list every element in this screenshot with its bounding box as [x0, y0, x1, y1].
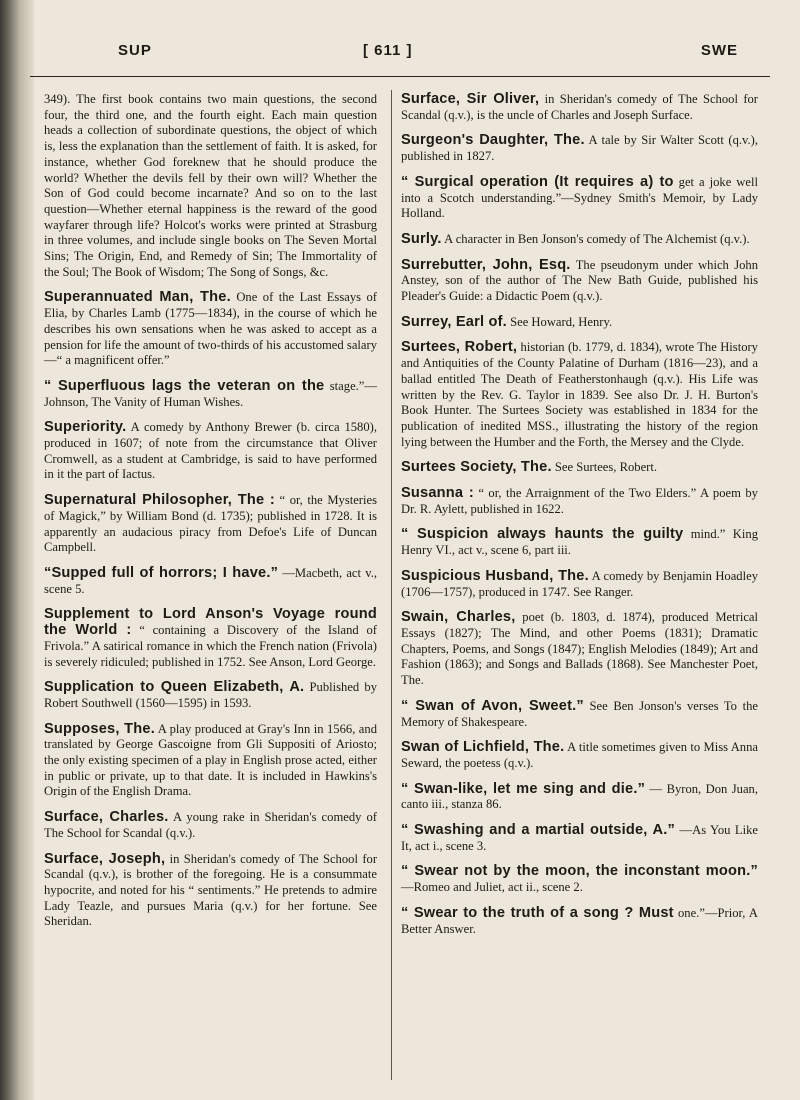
entry-headword: Swan of Lichfield, The.: [401, 739, 565, 756]
entry: [401, 460, 758, 476]
header-left-guideword: SUP: [118, 42, 152, 59]
book-gutter: [0, 0, 34, 1100]
entry: [401, 740, 758, 771]
entry: [44, 607, 377, 670]
entry: [44, 810, 377, 841]
entry-headword: “ Swan of Avon, Sweet.”: [401, 697, 584, 714]
entry-text: get a joke well into a Scotch understanding.”—Sydney Smith's Memoir, by Lady Holland.: [401, 174, 758, 221]
entry-text: mind.” King Henry VI., act v., scene 6, part iii.: [401, 527, 758, 558]
entry-headword: Supernatural Philosopher, The :: [44, 492, 275, 509]
entry-headword: Superannuated Man, The.: [44, 289, 231, 306]
page-header: [118, 42, 738, 68]
entry-text: A character in Ben Jonson's comedy of The Alchemist (q.v.).: [444, 231, 750, 246]
entry: [401, 699, 758, 730]
entry: [401, 823, 758, 854]
entry-headword: Supplication to Queen Elizabeth, A.: [44, 679, 305, 696]
entry-text: 349). The first book contains two main questions, the second four, the third one, and the fourth eight. Each main question heads a collection of subordinate questions, the object of which is, less the explanation than the settlement of faith. It is asked, for instance, whether God foreknew that he should produce the world? Whether the devils fell by their own will? Whether the Son of God could become incarnate? And so on to the last question—Whether eternal happiness is the reward of the good wayfarer through life? Holcot's works were printed at Strasburg in three volumes, and include single books on The Seven Mortal Sins; The Origin, End, and Remedy of Sin; The Immortality of the Soul; The Book of Wisdom; The Song of Songs, &c.: [44, 92, 377, 279]
entry-text: —Romeo and Juliet, act ii., scene 2.: [401, 880, 583, 895]
page-number: [ 611 ]: [363, 42, 413, 59]
entry: [44, 420, 377, 483]
entry-text: stage.”—Johnson, The Vanity of Human Wishes.: [44, 378, 377, 409]
entry-headword: “ Surgical operation (It requires a) to: [401, 173, 674, 190]
entry-headword: “ Swan-like, let me sing and die.”: [401, 780, 646, 797]
entry-text: One of the Last Essays of Elia, by Charles Lamb (1775—1834), in the course of which he describes his own sensations when he was asked to accept as a pension for life the amount of two-thirds of his accustomed salary—“ a magnificent offer.”: [44, 290, 377, 368]
entry-text: See Surtees, Robert.: [554, 460, 658, 475]
entry-headword: “ Suspicion always haunts the guilty: [401, 526, 684, 543]
entry: [401, 782, 758, 813]
entry-text: Published by Robert Southwell (1560—1595) in 1593.: [44, 680, 377, 710]
entry: [401, 232, 758, 248]
entry: [44, 379, 377, 410]
entry-headword: Supplement to Lord Anson's Voyage round the World :: [44, 606, 377, 639]
entry-text: A play produced at Gray's Inn in 1566, and translated by George Gascoigne from Gli Suppositi of Ariosto; the only existing specimen of a play in English prose acted, either in public or private, up to that date. It is included in Hawkins's Origin of the English Drama.: [44, 721, 377, 799]
entry-continuation: [44, 92, 377, 280]
entry: [401, 486, 758, 517]
column-divider: [391, 90, 392, 1080]
entry-text: poet (b. 1803, d. 1874), produced Metrical Essays (1827); The Mind, and other Poems (1831); Dramatic Chapters, Poems, and Songs (1847); English Melodies (1849); Art and Fashion (1863); and Songs and Ballads (1868). See Manchester Poet, The.: [401, 610, 758, 688]
entry-text: — Byron, Don Juan, canto iii., stanza 86.: [401, 781, 759, 812]
entry-headword: “Supped full of horrors; I have.”: [44, 564, 279, 581]
entry: [401, 133, 758, 164]
entry: [401, 864, 758, 895]
entry-text: “ containing a Discovery of the Island of Frivola.” A satirical romance in which the French nation (Frivola) is severely ridiculed; published in 1752. See Anson, Lord George.: [44, 623, 377, 669]
entry-headword: Susanna :: [401, 485, 474, 502]
entry: [401, 315, 758, 331]
entry-headword: Surly.: [401, 230, 442, 247]
entry: [401, 258, 758, 305]
entry-text: in Sheridan's comedy of The School for Scandal (q.v.), is brother of the foregoing. He is a consummate hypocrite, and noted for his “ sentiments.” He pretends to admire Lady Teazle, and pursues Maria (q.v.) for her fortune. See Sheridan.: [44, 851, 378, 929]
entry-headword: Surface, Sir Oliver,: [401, 91, 540, 107]
entry-headword: Surface, Charles.: [44, 809, 169, 826]
entry-headword: “ Swear to the truth of a song ? Must: [401, 904, 674, 921]
entry: [401, 340, 758, 450]
entry: [401, 906, 758, 937]
entry-text: —As You Like It, act i., scene 3.: [401, 823, 758, 853]
entry-headword: “ Superfluous lags the veteran on the: [44, 377, 325, 394]
entry-headword: “ Swear not by the moon, the inconstant moon.”: [401, 863, 758, 880]
entry-text: historian (b. 1779, d. 1834), wrote The History and Antiquities of the County Palatine of Durham (1816—23), and a ballad entitled The Death of Featherstonhaugh (q.v.). His Life was written by the Rev. G. Taylor in 1839. See also Dr. J. H. Burton's Book Hunter. The Surtees Society was established in 1834 for the publication of inedited MSS., illustrating the history of the region lying between the Humber and the Forth, the Mersey and the Clyde.: [401, 340, 758, 449]
entry-text: A young rake in Sheridan's comedy of The School for Scandal (q.v.).: [44, 810, 377, 840]
entry: [44, 566, 377, 597]
entry-headword: Surtees Society, The.: [401, 459, 552, 476]
left-column: [44, 92, 377, 940]
entry-text: in Sheridan's comedy of The School for Scandal (q.v.), is the uncle of Charles and Joseph Surface.: [401, 92, 759, 122]
entry: [401, 527, 758, 558]
entry-headword: Swain, Charles,: [401, 609, 516, 626]
entry: [44, 680, 377, 711]
entry-headword: Suspicious Husband, The.: [401, 567, 589, 584]
entry: [401, 175, 758, 222]
header-rule: [30, 76, 770, 77]
right-column: [401, 92, 758, 947]
entry: [44, 852, 377, 931]
header-right-guideword: SWE: [700, 42, 738, 59]
entry-text: See Ben Jonson's verses To the Memory of Shakespeare.: [401, 698, 758, 729]
entry: [401, 92, 758, 123]
entry-text: The pseudonym under which John Anstey, son of the author of The New Bath Guide, published his Pleader's Guide: a Didactic Poem (q.v.).: [401, 257, 758, 304]
entry-text: —Macbeth, act v., scene 5.: [44, 565, 377, 596]
entry-headword: Surrebutter, John, Esq.: [401, 256, 571, 273]
entry-headword: Superiority.: [44, 419, 127, 436]
entry-text: See Howard, Henry.: [510, 314, 613, 329]
entry-text: “ or, the Arraignment of the Two Elders.” A poem by Dr. R. Aylett, published in 1622.: [401, 486, 758, 516]
entry-text: one.”—Prior, A Better Answer.: [401, 905, 758, 936]
entry-text: A tale by Sir Walter Scott (q.v.), published in 1827.: [401, 133, 758, 164]
entry-headword: “ Swashing and a martial outside, A.”: [401, 822, 676, 839]
entry-text: “ or, the Mysteries of Magick,” by William Bond (d. 1735); published in 1728. It is apparently an audacious piracy from Defoe's Life of Duncan Campbell.: [44, 493, 377, 555]
entry: [44, 493, 377, 556]
entry-headword: Surrey, Earl of.: [401, 313, 507, 330]
entry-text: A title sometimes given to Miss Anna Seward, the poetess (q.v.).: [401, 740, 758, 770]
entry: [401, 569, 758, 600]
entry-headword: Surtees, Robert,: [401, 339, 518, 356]
entry-text: A comedy by Anthony Brewer (b. circa 1580), produced in 1607; of note from the circumstance that Oliver Cromwell, as a student at Cambridge, is said to have performed in it the part of Iactus.: [44, 420, 377, 482]
entry-text: A comedy by Benjamin Hoadley (1706—1757), produced in 1747. See Ranger.: [401, 568, 758, 599]
entry: [401, 610, 758, 689]
entry: [44, 722, 377, 801]
entry-headword: Supposes, The.: [44, 720, 155, 737]
entry: [44, 290, 377, 369]
entry-headword: Surgeon's Daughter, The.: [401, 132, 585, 149]
entry-headword: Surface, Joseph,: [44, 850, 166, 867]
